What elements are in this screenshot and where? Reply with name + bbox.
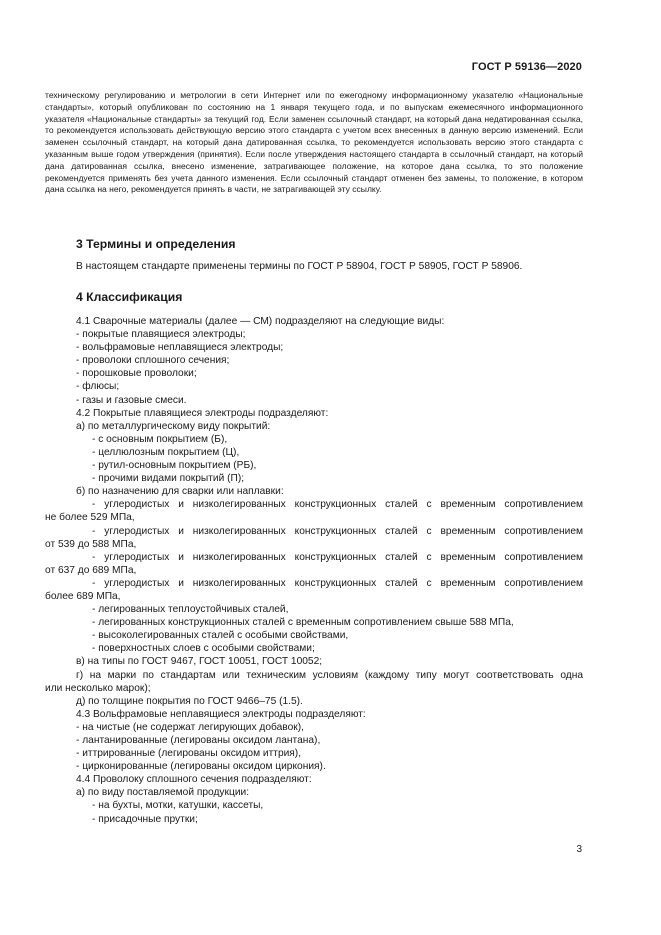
list-item: - на бухты, мотки, катушки, кассеты, xyxy=(92,800,264,812)
clause-line: д) по толщине покрытия по ГОСТ 9466–75 (1.5). xyxy=(76,695,303,707)
list-item-continuation: от 539 до 588 МПа, xyxy=(45,538,137,550)
list-item-continuation: более 689 МПа, xyxy=(45,590,121,602)
clause-line: б) по назначению для сварки или наплавки: xyxy=(76,486,284,498)
list-item: - с основным покрытием (Б), xyxy=(92,433,228,445)
section-4-body xyxy=(45,315,583,826)
list-item: - целлюлозным покрытием (Ц), xyxy=(92,446,240,458)
list-item: - проволоки сплошного сечения; xyxy=(76,355,230,367)
list-item: - углеродистых и низколегированных конструкционных сталей с временным сопротивлением xyxy=(92,525,583,537)
list-item: - покрытые плавящиеся электроды; xyxy=(76,329,246,341)
list-item: - легированных теплоустойчивых сталей, xyxy=(92,604,289,616)
clause-line: 4.4 Проволоку сплошного сечения подразделяют: xyxy=(76,774,312,786)
intro-text: техническому регулированию и метрологии в сети Интернет или по ежегодному информационному указателю «Национальные стандарты», который опубликован по состоянию на 1 января текущего года, и по выпускам ежемесячного информационного указателя «Национальные стандарты» за текущий год. Если заменен ссылочный стандарт, на который дана недатированная ссылка, то рекомендуется использовать действующую версию этого стандарта с учетом всех внесенных в данную версию изменений. Если заменен ссылочный стандарт, на который дана датированная ссылка, то рекомендуется использовать версию этого стандарта с указанным выше годом утверждения (принятия). Если после утверждения настоящего стандарта в ссылочный стандарт, на который дана датированная ссылка, внесено изменение, затрагивающее положение, на которое дана ссылка, то это положение рекомендуется применять без учета данного изменения. Если ссылочный стандарт отменен без замены, то положение, в котором дана ссылка на него, рекомендуется принять в части, не затрагивающей эту ссылку. xyxy=(45,90,583,195)
list-item: - прочими видами покрытий (П); xyxy=(92,473,245,485)
list-item: - флюсы; xyxy=(76,381,120,393)
list-item: - углеродистых и низколегированных конструкционных сталей с временным сопротивлением xyxy=(92,499,583,511)
clause-line: а) по металлургическому виду покрытий: xyxy=(76,420,271,432)
list-item-continuation: не более 529 МПа, xyxy=(45,512,135,524)
list-item: - углеродистых и низколегированных конструкционных сталей с временным сопротивлением xyxy=(92,577,583,589)
list-item: - лантанированные (легированы оксидом лантана), xyxy=(76,735,321,746)
clause-line: в) на типы по ГОСТ 9467, ГОСТ 10051, ГОСТ 10052; xyxy=(76,656,323,668)
clause-line: 4.1 Сварочные материалы (далее — СМ) подразделяют на следующие виды: xyxy=(76,316,445,327)
section-3-text: В настоящем стандарте применены термины по ГОСТ Р 58904, ГОСТ Р 58905, ГОСТ Р 58906. xyxy=(76,261,523,272)
clause-line: 4.3 Вольфрамовые неплавящиеся электроды подразделяют: xyxy=(76,708,366,720)
list-item: - углеродистых и низколегированных конструкционных сталей с временным сопротивлением xyxy=(92,551,583,563)
clause-line: г) на марки по стандартам или техническим условиям (каждому типу могут соответствовать одна xyxy=(76,669,583,681)
page-number: 3 xyxy=(576,844,582,855)
document-number: ГОСТ Р 59136—2020 xyxy=(471,61,582,73)
clause-line: а) по виду поставляемой продукции: xyxy=(76,787,250,799)
clause-line: 4.2 Покрытые плавящиеся электроды подразделяют: xyxy=(76,407,329,419)
list-item: - иттрированные (легированы оксидом иттрия), xyxy=(76,748,302,760)
list-item: - легированных конструкционных сталей с временным сопротивлением свыше 588 МПа, xyxy=(92,617,514,629)
list-item: - присадочные прутки; xyxy=(92,813,198,825)
clause-continuation: или несколько марок); xyxy=(45,682,151,694)
list-item-continuation: от 637 до 689 МПа, xyxy=(45,564,137,576)
section-3-title: 3 Термины и определения xyxy=(76,237,236,251)
list-item: - поверхностных слоев с особыми свойствами; xyxy=(92,643,315,655)
list-item: - высоколегированных сталей с особыми свойствами, xyxy=(92,630,349,642)
section-4-title: 4 Классификация xyxy=(76,290,183,304)
list-item: - цирконированные (легированы оксидом циркония). xyxy=(76,761,326,773)
list-item: - порошковые проволоки; xyxy=(76,368,197,380)
list-item: - газы и газовые смеси. xyxy=(76,394,187,406)
intro-paragraph xyxy=(45,90,583,196)
list-item: - на чистые (не содержат легирующих добавок), xyxy=(76,721,304,733)
list-item: - вольфрамовые неплавящиеся электроды; xyxy=(76,342,284,354)
list-item: - рутил-основным покрытием (РБ), xyxy=(92,460,257,472)
